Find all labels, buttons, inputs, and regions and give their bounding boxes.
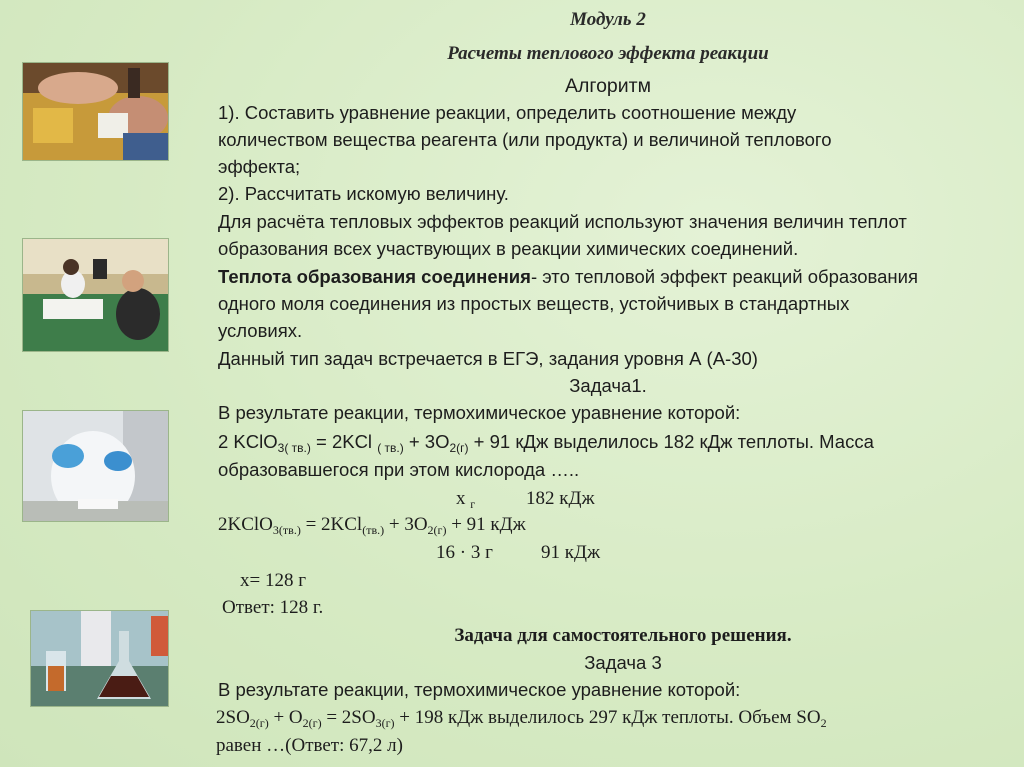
lab-photo-hands-icon — [22, 62, 169, 161]
step1-line1: 1). Составить уравнение реакции, определить соотношение между — [218, 102, 797, 123]
eq-sub: 2(г) — [427, 523, 447, 537]
above-x — [456, 487, 475, 511]
classroom-photo-icon — [22, 238, 169, 352]
task3-equation-line2: равен …(Ответ: 67,2 л) — [216, 735, 403, 756]
definition-line3: условиях. — [218, 320, 303, 341]
definition-rest: - это тепловой эффект реакций образования — [530, 266, 918, 287]
algorithm-heading: Алгоритм — [565, 75, 651, 97]
x-unit: г — [470, 497, 476, 511]
eq-sub: ( тв.) — [377, 441, 404, 455]
topic-title: Расчеты теплового эффекта реакции — [447, 43, 769, 64]
task1-solution-equation — [218, 513, 526, 537]
definition-line1 — [218, 265, 918, 289]
eq-part: + 198 кДж выделилось 297 кДж теплоты. Объем SO — [394, 707, 821, 728]
step1-line3: эффекта; — [218, 156, 301, 177]
x-label: х — [456, 488, 471, 509]
step2: 2). Рассчитать искомую величину. — [218, 183, 509, 204]
eq-sub: 3(г) — [375, 716, 395, 730]
eq-part: + 3O — [384, 514, 428, 535]
eq-sub: 2(г) — [449, 441, 469, 455]
eq-part: 2SO — [216, 707, 250, 728]
eq-sub: (тв.) — [362, 523, 385, 537]
eq-sub: 2(г) — [302, 716, 322, 730]
lab-coat-photo-icon — [22, 410, 169, 522]
task1-equation-line2: образовавшегося при этом кислорода ….. — [218, 459, 580, 480]
task3-title: Задача 3 — [584, 652, 662, 673]
eq-part: 2KClO — [218, 514, 273, 535]
para1-line1: Для расчёта тепловых эффектов реакций используют значения величин теплот — [218, 211, 907, 232]
eq-part: + 3O — [403, 431, 450, 452]
eq-sub: 2(г) — [249, 716, 269, 730]
para1-line2: образования всех участвующих в реакции химических соединений. — [218, 238, 799, 259]
eq-sub: 3( тв.) — [277, 441, 311, 455]
eq-part: + O — [268, 707, 303, 728]
eq-sub: 2 — [820, 716, 827, 730]
eq-part: = 2SO — [321, 707, 376, 728]
module-title: Модуль 2 — [570, 9, 646, 30]
task1-title: Задача1. — [569, 375, 647, 396]
step1-line2: количеством вещества реагента (или продукта) и величиной теплового — [218, 129, 832, 150]
task3-intro: В результате реакции, термохимическое уравнение которой: — [218, 679, 741, 700]
eq-part: 2 KClO — [218, 431, 278, 452]
eq-part: + 91 кДж — [446, 514, 526, 535]
task3-equation — [216, 706, 827, 730]
below-mass: 16 · 3 г — [436, 542, 493, 563]
task1-result: х= 128 г — [240, 570, 307, 591]
self-task-heading: Задача для самостоятельного решения. — [454, 625, 792, 646]
eq-part: = 2KCl — [300, 514, 363, 535]
flask-photo-icon — [30, 610, 169, 707]
task1-equation — [218, 430, 874, 454]
above-q: 182 кДж — [526, 488, 595, 509]
task1-intro: В результате реакции, термохимическое уравнение которой: — [218, 402, 741, 423]
ege-note: Данный тип задач встречается в ЕГЭ, задания уровня А (А-30) — [218, 348, 758, 369]
eq-part: + 91 кДж выделилось 182 кДж теплоты. Масса — [468, 431, 874, 452]
task1-answer: Ответ: 128 г. — [222, 597, 324, 618]
eq-sub: 3(тв.) — [272, 523, 301, 537]
definition-term: Теплота образования соединения — [218, 266, 531, 287]
below-q: 91 кДж — [541, 542, 601, 563]
definition-line2: одного моля соединения из простых веществ, устойчивых в стандартных — [218, 293, 850, 314]
eq-part: = 2KCl — [310, 431, 378, 452]
